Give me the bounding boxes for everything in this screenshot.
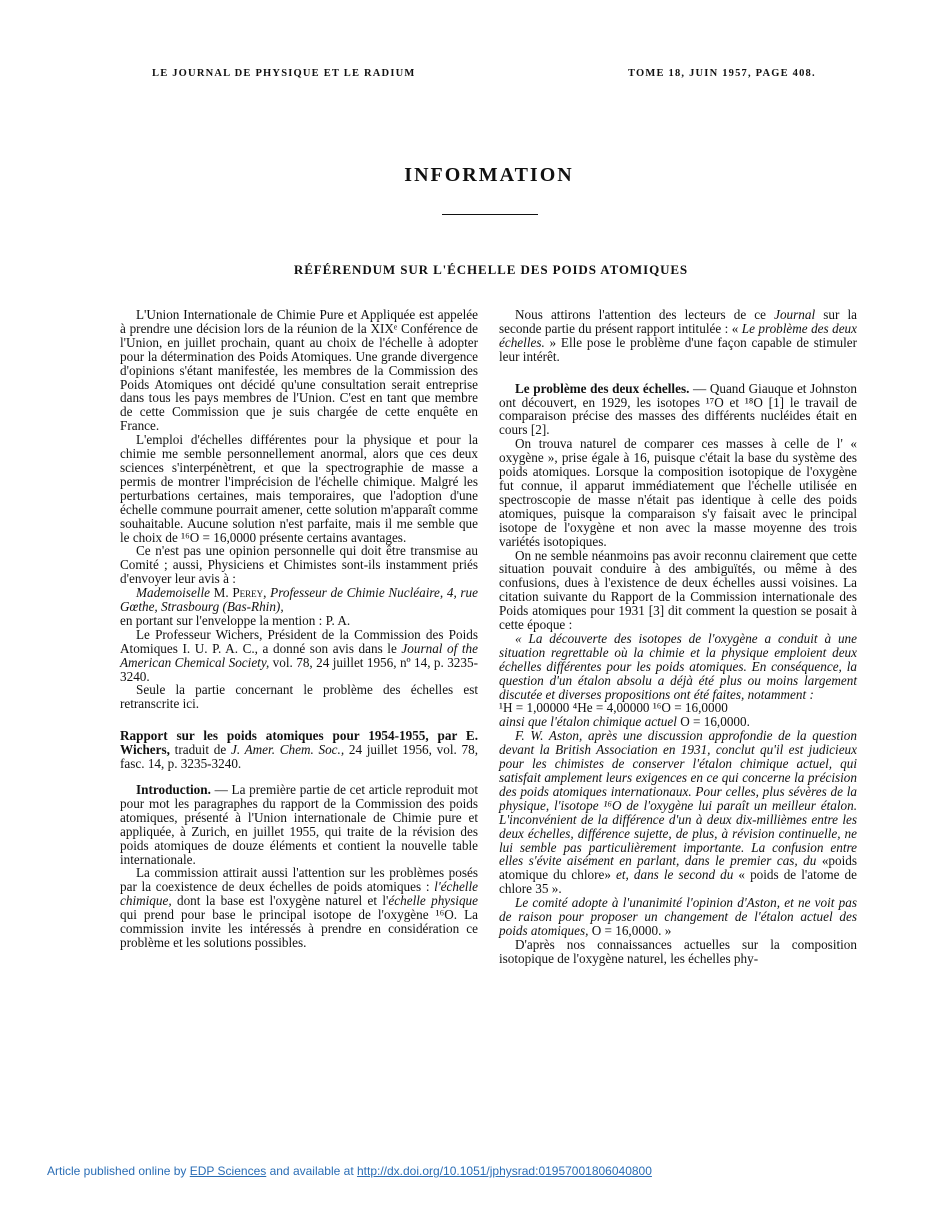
- journal-citation: Journal of the American Chemical Society,: [120, 640, 478, 670]
- paragraph: [120, 866, 478, 949]
- paragraph: L'Union Internationale de Chimie Pure et Appliquée est appelée à prendre une décision lors de la réunion de la XIXᵉ Conférence de l'Union, en juillet prochain, quant au choix de l'échelle à adopter pour la détermination des Poids Atomiques. Une grande divergence d'opinions s'étant manifestée, les membres de la Commission des Poids Atomiques ont décidé qu'une consultation serait entreprise dans tous les pays membres de l'Union. C'est en tant que membre de cette Commission que je suis chargée de cette enquête en France.: [120, 307, 478, 434]
- paragraph: L'emploi d'échelles différentes pour la physique et pour la chimie me semble personnellement anormal, alors que ces deux sciences s'interpénètrent, et que la spectrographie de masse a permis de montrer l'imprécision de l'échelle chimique. Malgré les perturbations certaines, mais temporaires, que l'adoption d'une échelle commune pourrait amener, cette solution m'apparaît comme souhaitable. Aucune solution n'est parfaite, mais il me semble que le choix de ¹⁶O = 16,0000 présente certains avantages.: [120, 432, 478, 545]
- left-column: [120, 308, 478, 950]
- right-column: [499, 308, 857, 966]
- quotation: « La découverte des isotopes de l'oxygène a conduit à une situation regrettable où la chimie et la physique emploient deux échelles différentes pour les poids atomiques. En conséquence, la question d'un étalon absolu a déjà été plus ou moins largement discutée et diverses propositions ont été faites, notamment :: [499, 630, 857, 702]
- intro-paragraph: [120, 783, 478, 866]
- emphasis: ainsi que l'étalon chimique actuel: [499, 714, 677, 730]
- text-run: O = 16,0000.: [676, 714, 750, 730]
- emphasis: et, dans le second du: [616, 867, 734, 883]
- text-run: Le Professeur Wichers, Président de la Commission des Poids Atomiques I. U. P. A. C., a donné son avis dans le: [120, 626, 478, 656]
- paragraph: [120, 628, 478, 684]
- text-run: dont la base est l'oxygène naturel et l': [171, 893, 389, 909]
- emphasis: Le comité adopte à l'unanimité l'opinion d'Aston, et ne voit pas de raison pour proposer un changement de l'étalon actuel des poids atomiques,: [499, 895, 857, 938]
- emphasis: échelle physique: [388, 893, 478, 909]
- text-run: traduit de: [169, 742, 231, 758]
- issue-info: TOME 18, JUIN 1957, PAGE 408.: [628, 68, 816, 79]
- emphasis: F. W. Aston, après une discussion approfondie de la question devant la British Association en 1931, conclut qu'il est judicieux pour les chimistes de conserver l'étalon chimique actuel, qui satisfait amplement leurs exigences en ce qui concerne la précision des poids atomiques internationaux. Pour celles, plus sévères de la physique, l'isotope ¹⁶O de l'oxygène lui paraît un meilleur étalon. L'inconvénient de la différence d'un à deux dix-millièmes entre les deux échelles, différence sujette, de plus, à révision continuelle, ne lui semble pas particulièrement importante. La confusion entre elles s'évite aisément en parlant, dans le premier cas, du: [499, 728, 857, 869]
- text-run: «poids atomique du chlore»: [499, 853, 858, 883]
- text-run: qui prend pour base le principal isotope de l'oxygène ¹⁶O. La commission invite les intéressés à prendre en considération ce problème et les solutions possibles.: [120, 907, 478, 950]
- paragraph: On trouva naturel de comparer ces masses à celle de l' « oxygène », prise égale à 16, puisque c'était la base du système des poids atomiques. Lorsque la composition isotopique de l'oxygène fut connue, il apparut immédiatement que l'échelle utilisée en spectroscopie de masse n'était pas identique à celle des poids atomiques, puisque la comparaison s'y faisait avec le principal isotope de l'oxygène et non avec la masse moyenne des trois variétés isotopiques.: [499, 436, 857, 549]
- doi-link[interactable]: http://dx.doi.org/10.1051/jphysrad:01957001806040800: [356, 1164, 652, 1178]
- paragraph: Ce n'est pas une opinion personnelle qui doit être transmise au Comité ; aussi, Physiciens et Chimistes sont-ils instamment priés d'envoyer leur avis à :: [120, 543, 478, 587]
- footer-text: Article published online by: [47, 1164, 190, 1178]
- address-salutation: Mademoiselle: [136, 585, 210, 601]
- text-run: Nous attirons l'attention des lecteurs de ce: [515, 307, 775, 322]
- emphasis: Journal: [774, 307, 816, 322]
- section-heading: Introduction.: [136, 782, 211, 797]
- paragraph: [499, 308, 857, 364]
- quotation: [499, 729, 857, 896]
- quotation: [499, 896, 857, 938]
- text-run: 24 juillet 1956, vol. 78, fasc. 14, p. 3235-3240.: [120, 742, 478, 772]
- text-run: — Quand Giauque et Johnston ont découvert, en 1929, les isotopes ¹⁷O et ¹⁸O [1] le travail de comparaison précise des masses des différents nucléides était en cours [2].: [499, 380, 857, 438]
- text-run: » Elle pose le problème d'une façon capable de stimuler leur intérêt.: [499, 334, 857, 364]
- article-subtitle: RÉFÉRENDUM SUR L'ÉCHELLE DES POIDS ATOMIQUES: [293, 262, 689, 277]
- section-heading: Le problème des deux échelles.: [515, 380, 690, 396]
- address-paragraph: [120, 586, 478, 614]
- text-run: vol. 78, 24 juillet 1956, nº 14, p. 3235-3240.: [120, 654, 478, 684]
- text-run: sur la seconde partie du présent rapport intitulée : «: [499, 307, 857, 336]
- report-heading: [120, 729, 478, 771]
- paragraph: D'après nos connaissances actuelles sur la composition isotopique de l'oxygène naturel, les échelles phy-: [499, 936, 857, 966]
- text-run: « poids de l'atome de chlore 35 ».: [499, 867, 858, 897]
- paragraph: Seule la partie concernant le problème des échelles est retranscrite ici.: [120, 682, 478, 712]
- emphasis: Le problème des deux échelles.: [499, 320, 857, 350]
- address-details: Professeur de Chimie Nucléaire, 4, rue Gœthe, Strasbourg (Bas-Rhin),: [120, 585, 478, 615]
- journal-name: LE JOURNAL DE PHYSIQUE ET LE RADIUM: [152, 68, 416, 79]
- text-run: La commission attirait aussi l'attention sur les problèmes posés par la coexistence de deux échelles de poids atomiques :: [120, 865, 478, 895]
- equation: ¹H = 1,00000 ⁴He = 4,00000 ¹⁶O = 16,0000: [499, 700, 728, 716]
- paragraph: [499, 715, 857, 729]
- text-run: — La première partie de cet article reproduit mot pour mot les paragraphes du rapport de la Commission des poids atomiques, présenté à l'Union internationale de Chimie pure et appliquée, à Zurich, en juillet 1955, qui traite de la révision des poids atomiques de douze éléments et contient la nouvelle table internationale.: [120, 782, 478, 867]
- text-run: O = 16,0000. »: [588, 922, 672, 938]
- title-divider: [442, 214, 538, 215]
- emphasis: l'échelle chimique,: [120, 879, 478, 909]
- page-title: INFORMATION: [404, 164, 574, 186]
- publisher-link[interactable]: EDP Sciences: [189, 1164, 267, 1178]
- report-title: Rapport sur les poids atomiques pour 1954-1955, par E. Wichers,: [120, 728, 478, 758]
- publication-footer: [47, 1164, 652, 1178]
- journal-citation: J. Amer. Chem. Soc.,: [230, 742, 345, 758]
- paragraph: [499, 382, 857, 438]
- paragraph: en portant sur l'enveloppe la mention : P. A.: [120, 612, 351, 628]
- footer-text: and available at: [266, 1164, 357, 1178]
- paragraph: On ne semble néanmoins pas avoir reconnu clairement que cette situation pouvait conduire à des ambiguïtés, ou même à des confusions, dues à l'existence de deux échelles aussi voisines. La citation suivante du Rapport de la Commission internationale des Poids atomiques pour 1931 [3] dit comment la question se posait à cette époque :: [499, 547, 857, 633]
- address-name: M. Perey,: [209, 585, 271, 601]
